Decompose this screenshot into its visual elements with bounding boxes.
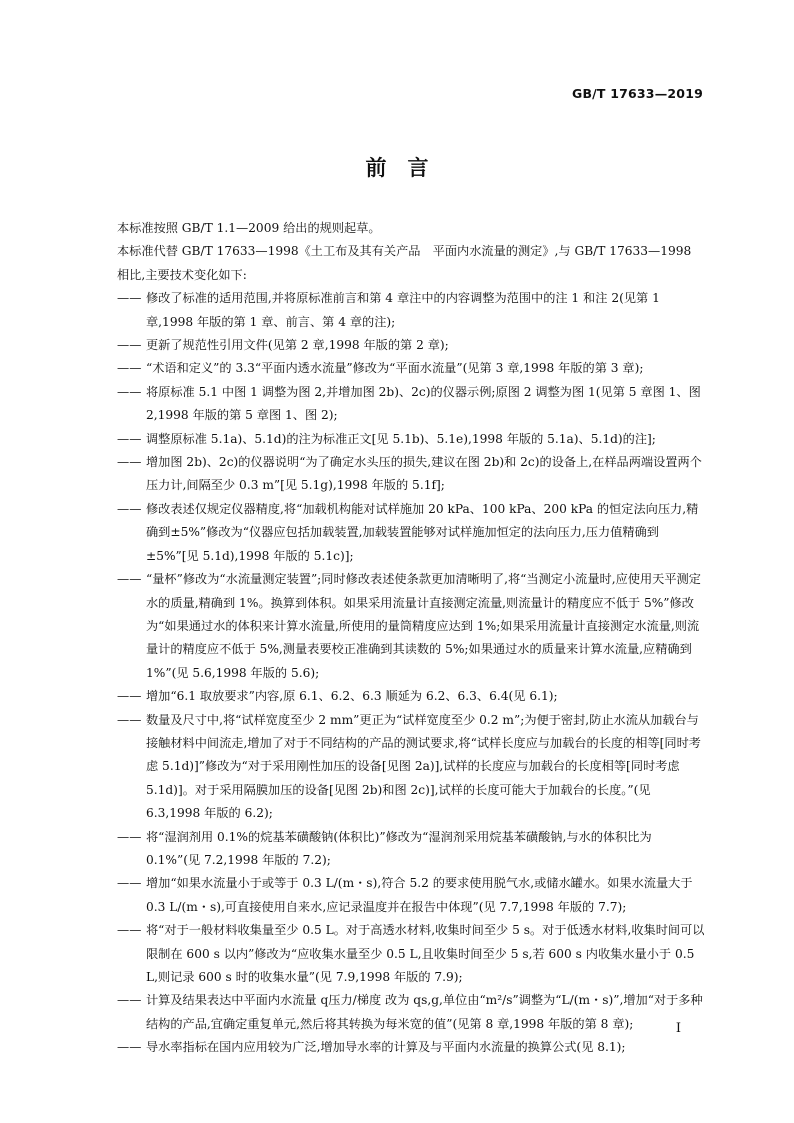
change-item-text: 将原标准 5.1 中图 1 调整为图 2,并增加图 2b)、2c)的仪器示例;原图 2 调整为图 1(见第 5 章图 1、图 2,1998 年版的第 5 章图 1、图 2); [146,384,701,423]
change-item-text: 增加图 2b)、2c)的仪器说明“为了确定水头压的损失,建议在图 2b)和 2c)的设备上,在样品两端设置两个压力计,间隔至少 0.3 m”[见 5.1g),1998 年版的 5.1f]; [146,455,702,493]
change-item-text: 计算及结果表达中平面内水流量 q压力/梯度 改为 qs,g,单位由“m²/s”调整为“L/(m・s)”,增加“对于多种结构的产品,宜确定重复单元,然后将其转换为每米宽的值”(见第 8 章,1998 年版的第 8 章); [146,993,703,1031]
change-item-text: “术语和定义”的 3.3“平面内透水流量”修改为“平面水流量”(见第 3 章,1998 年版的第 3 章); [146,361,644,376]
change-item [117,498,705,568]
change-item [117,568,705,685]
change-item-text: “量杯”修改为“水流量测定装置”;同时修改表述使条款更加清晰明了,将“当测定小流量时,应使用天平测定水的质量,精确到 1%。换算到体积。如果采用流量计直接测定流量,则流量计的精度应不低于 5%”修改为“如果通过水的体积来计算水流量,所使用的量筒精度应达到 1%;如果采用流量计直接测定水流量,则流量计的精度应不低于 5%,测量表要校正准确到其读数的 5%;如果通过水的质量来计算水流量,应精确到 1%”(见 5.6,1998 年版的 5.6); [146,572,701,680]
change-item-text: 修改了标准的适用范围,并将原标准前言和第 4 章注中的内容调整为范围中的注 1 和注 2(见第 1 章,1998 年版的第 1 章、前言、第 4 章的注); [146,291,660,329]
change-item [117,334,705,357]
standard-number: GB/T 17633—2019 [571,86,703,101]
change-item-text: 调整原标准 5.1a)、5.1d)的注为标准正文[见 5.1b)、5.1e),1998 年版的 5.1a)、5.1d)的注]; [146,431,656,446]
dash-mark: —— [117,338,142,353]
dash-mark: —— [117,923,142,938]
intro-paragraph-1: 本标准按照 GB/T 1.1—2009 给出的规则起草。 [117,221,381,235]
change-item [117,685,705,708]
dash-mark: —— [117,572,142,587]
change-item [117,451,705,498]
dash-mark: —— [117,876,142,891]
change-item [117,919,705,989]
change-item [117,989,705,1036]
page-title: 前 言 [365,156,429,180]
change-item [117,1036,705,1059]
dash-mark: —— [117,291,142,306]
dash-mark: —— [117,829,142,844]
change-item-text: 增加“6.1 取放要求”内容,原 6.1、6.2、6.3 顺延为 6.2、6.3、6.4(见 6.1); [146,689,558,704]
change-item [117,872,705,919]
intro-paragraph-2: 本标准代替 GB/T 17633—1998《土工布及其有关产品 平面内水流量的测定》,与 GB/T 17633—1998 相比,主要技术变化如下: [117,244,692,282]
dash-mark: —— [117,501,142,516]
change-item [117,826,705,873]
change-item [117,381,705,428]
dash-mark: —— [117,361,142,376]
foreword-body [117,217,705,1060]
dash-mark: —— [117,1040,142,1055]
change-item-text: 更新了规范性引用文件(见第 2 章,1998 年版的第 2 章); [146,338,449,353]
change-item-text: 增加“如果水流量小于或等于 0.3 L/(m・s),符合 5.2 的要求使用脱气水,或储水罐水。如果水流量大于 0.3 L/(m・s),可直接使用自来水,应记录温度并在报告中体现”(见 7.7,1998 年版的 7.7); [146,876,693,914]
change-item-text: 数量及尺寸中,将“试样宽度至少 2 mm”更正为“试样宽度至少 0.2 m”;为便于密封,防止水流从加载台与接触材料中间流走,增加了对于不同结构的产品的测试要求,将“试样长度应与加载台的长度的相等[同时考虑 5.1d)]”修改为“对于采用刚性加压的设备[见图 2a)],试样的长度应与加载台的长度相等[同时考虑 5.1d)]。对于采用隔膜加压的设备[见图 2b)和图 2c)],试样的长度可能大于加载台的长度。”(见 6.3,1998 年版的 6.2); [146,712,701,821]
change-item [117,709,705,826]
dash-mark: —— [117,384,142,399]
change-item-text: 修改表述仅规定仪器精度,将“加载机构能对试样施加 20 kPa、100 kPa、200 kPa 的恒定法向压力,精确到±5%”修改为“仪器应包括加载装置,加载装置能够对试样施加恒定的法向压力,压力值精确到±5%”[见 5.1d),1998 年版的 5.1c)]; [146,501,699,563]
dash-mark: —— [117,993,142,1008]
change-item-text: 将“对于一般材料收集量至少 0.5 L。对于高透水材料,收集时间至少 5 s。对于低透水材料,收集时间可以限制在 600 s 以内”修改为“应收集水量至少 0.5 L,且收集时间至少 5 s,若 600 s 内收集水量小于 0.5 L,则记录 600 s 时的收集水量”(见 7.9,1998 年版的 7.9); [146,923,705,984]
change-item [117,357,705,380]
change-item [117,428,705,451]
page-number: I [675,1021,681,1036]
dash-mark: —— [117,689,142,704]
change-item-text: 将“湿润剂用 0.1%的烷基苯磺酸钠(体积比)”修改为“湿润剂采用烷基苯磺酸钠,与水的体积比为 0.1%”(见 7.2,1998 年版的 7.2); [146,829,652,867]
dash-mark: —— [117,712,142,727]
dash-mark: —— [117,455,142,470]
change-item-text: 导水率指标在国内应用较为广泛,增加导水率的计算及与平面内水流量的换算公式(见 8.1); [146,1040,626,1055]
dash-mark: —— [117,431,142,446]
change-item [117,287,705,334]
